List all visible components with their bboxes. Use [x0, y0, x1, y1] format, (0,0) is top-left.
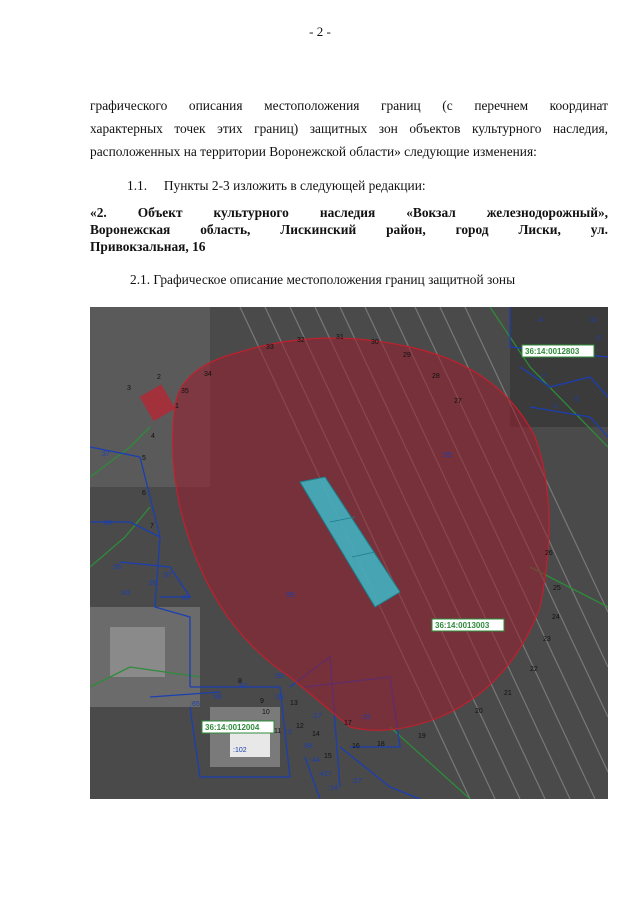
- parcel-label: :97: [162, 572, 172, 579]
- point-label: 13: [290, 700, 298, 707]
- point-label: 25: [553, 585, 561, 592]
- parcel-label: :1: [552, 403, 558, 410]
- list-item-1-1: [127, 178, 426, 194]
- cadastral-label: 36:14:0013003: [435, 621, 490, 630]
- intro-line: характерных точек этих границ) защитных зон объектов культурного наследия,: [90, 121, 608, 136]
- parcel-label: :95: [112, 564, 122, 571]
- parcel-label: :65: [190, 701, 200, 708]
- parcel-label: :27: [352, 778, 362, 785]
- intro-line: графического описания местоположения границ (с перечнем координат: [90, 98, 608, 113]
- point-label: 24: [552, 614, 560, 621]
- object-line: «2. Объект культурного наследия «Вокзал железнодорожный»,: [90, 205, 608, 220]
- parcel-label: :2: [286, 729, 292, 736]
- point-label: 27: [454, 398, 462, 405]
- point-label: 4: [151, 433, 155, 440]
- point-label: 2: [157, 374, 161, 381]
- point-label: 19: [418, 733, 426, 740]
- cadastral-label: 36:14:0012803: [525, 347, 580, 356]
- parcel-label: :31: [361, 714, 371, 721]
- map-svg: [90, 307, 608, 799]
- point-label: 18: [377, 741, 385, 748]
- point-label: 16: [352, 743, 360, 750]
- point-label: 31: [336, 334, 344, 341]
- point-label: 28: [432, 373, 440, 380]
- point-label: 3: [127, 385, 131, 392]
- item-number: 1.1.: [127, 178, 148, 193]
- parcel-label: :26: [147, 580, 157, 587]
- parcel-label: :43: [120, 590, 130, 597]
- point-label: 29: [403, 352, 411, 359]
- point-label: 15: [324, 753, 332, 760]
- parcel-label: :102: [233, 747, 247, 754]
- point-label: 11: [274, 728, 282, 735]
- object-line: Воронежская область, Лискинский район, город Лиски, ул.: [90, 222, 608, 237]
- point-label: 1: [175, 403, 179, 410]
- point-label: 34: [204, 371, 212, 378]
- parcel-label: :90: [274, 673, 284, 680]
- parcel-label: :96: [102, 520, 112, 527]
- parcel-label: :36: [274, 694, 284, 701]
- parcel-label: :55: [442, 452, 452, 459]
- parcel-label: :417: [318, 771, 332, 778]
- point-label: 6: [142, 490, 146, 497]
- parcel-label: :11: [588, 317, 598, 324]
- object-line: Привокзальная, 16: [90, 239, 206, 254]
- parcel-label: :55: [285, 592, 295, 599]
- parcel-label: :44: [310, 757, 320, 764]
- parcel-label: :3: [595, 335, 601, 342]
- parcel-label: :66: [212, 694, 222, 701]
- point-label: 26: [545, 550, 553, 557]
- intro-line: расположенных на территории Воронежской области» следующие изменения:: [90, 144, 537, 159]
- section-title: 2.1. Графическое описание местоположения границ защитной зоны: [130, 272, 516, 287]
- point-label: 9: [260, 698, 264, 705]
- parcel-label: :88: [303, 743, 313, 750]
- parcel-label: :14: [328, 785, 338, 792]
- point-label: 32: [297, 337, 305, 344]
- parcel-label: :6: [573, 396, 579, 403]
- point-label: 23: [543, 636, 551, 643]
- zone-map: [90, 307, 608, 799]
- point-label: 5: [142, 455, 146, 462]
- parcel-label: :67: [238, 683, 248, 690]
- point-label: 33: [266, 344, 274, 351]
- point-label: 30: [371, 339, 379, 346]
- parcel-label: :89: [180, 595, 190, 602]
- point-label: 7: [150, 523, 154, 530]
- point-label: 17: [344, 720, 352, 727]
- intro-paragraph: [90, 94, 608, 163]
- point-label: 8: [238, 678, 242, 685]
- point-label: 12: [296, 723, 304, 730]
- point-label: 35: [181, 388, 189, 395]
- parcel-label: :17: [312, 713, 322, 720]
- parcel-label: :4: [537, 317, 543, 324]
- point-label: 20: [475, 708, 483, 715]
- point-label: 14: [312, 731, 320, 738]
- point-label: 10: [262, 709, 270, 716]
- item-text: Пункты 2-3 изложить в следующей редакции:: [163, 178, 426, 193]
- point-label: 21: [504, 690, 512, 697]
- page-number: - 2 -: [309, 24, 331, 39]
- object-heading: [90, 204, 608, 255]
- point-label: 22: [530, 666, 538, 673]
- parcel-label: :7: [540, 374, 546, 381]
- parcel-label: :37: [100, 451, 110, 458]
- cadastral-label: 36:14:0012004: [205, 723, 260, 732]
